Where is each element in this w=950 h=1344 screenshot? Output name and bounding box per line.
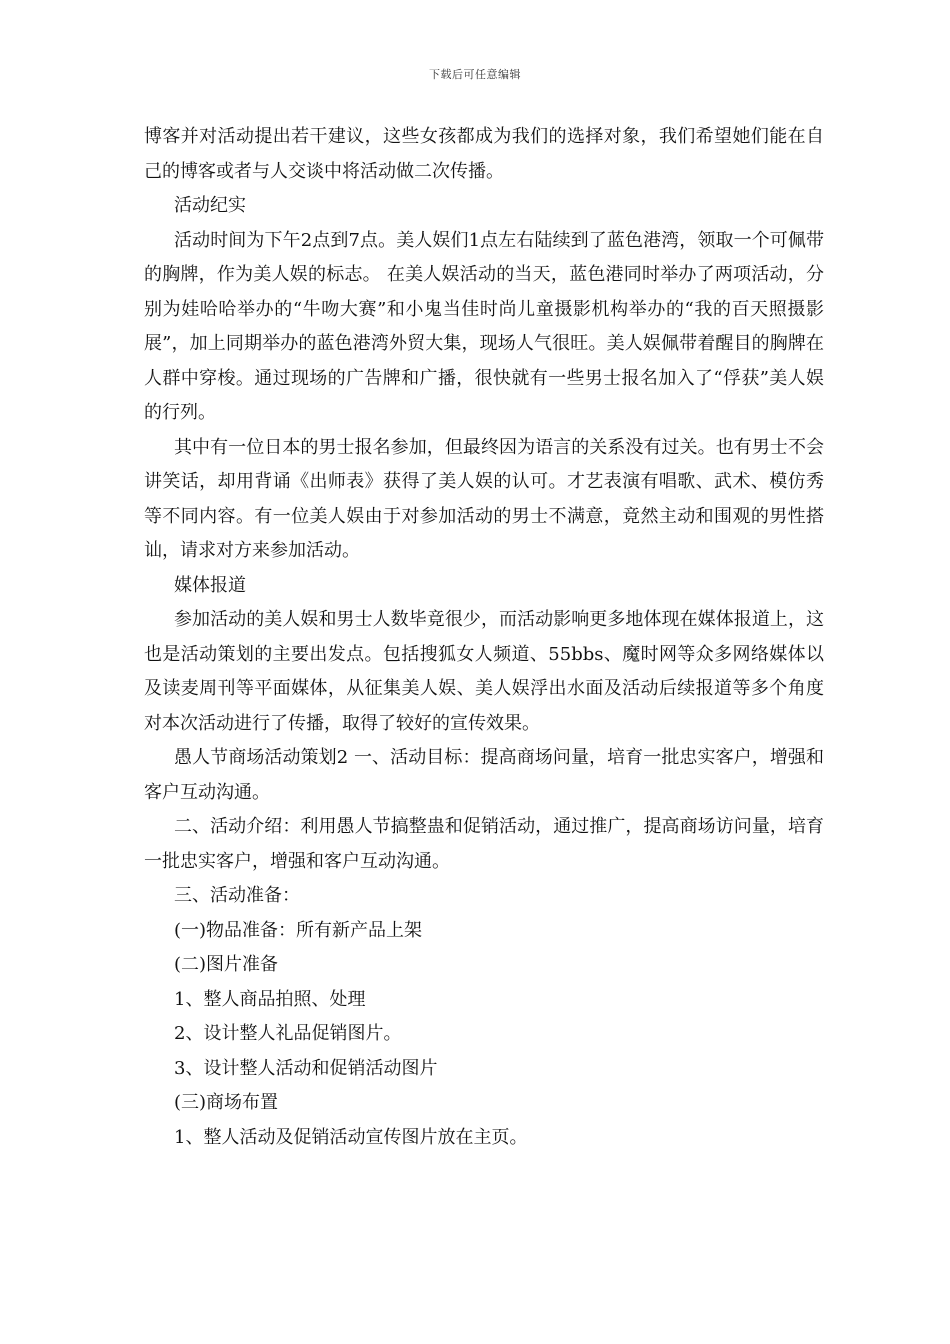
list-item: (一)物品准备：所有新产品上架 [174, 919, 423, 941]
section-heading-media-report: 媒体报道 [174, 574, 246, 596]
list-item: 1、整人活动及促销活动宣传图片放在主页。 [174, 1126, 528, 1148]
paragraph: 博客并对活动提出若干建议，这些女孩都成为我们的选择对象，我们希望她们能在自己的博客或者与人交谈中将活动做二次传播。 [144, 126, 824, 182]
document-body [144, 120, 824, 1155]
paragraph: 其中有一位日本的男士报名参加，但最终因为语言的关系没有过关。也有男士不会讲笑话，却用背诵《出师表》获得了美人娱的认可。才艺表演有唱歌、武术、模仿秀等不同内容。有一位美人娱由于对参加活动的男士不满意，竟然主动和围观的男性搭讪，请求对方来参加活动。 [144, 436, 824, 561]
list-item: 3、设计整人活动和促销活动图片 [174, 1057, 438, 1079]
section-heading-activity-record: 活动纪实 [174, 195, 246, 216]
paragraph: 活动时间为下午2点到7点。美人娱们1点左右陆续到了蓝色港湾，领取一个可佩带的胸牌，作为美人娱的标志。 在美人娱活动的当天，蓝色港同时举办了两项活动，分别为娃哈哈举办的“牛吻大赛”和小鬼当佳时尚儿童摄影机构举办的“我的百天照摄影展”，加上同期举办的蓝色港湾外贸大集，现场人气很旺。美人娱佩带着醒目的胸牌在人群中穿梭。通过现场的广告牌和广播，很快就有一些男士报名加入了“俘获”美人娱的行列。 [144, 229, 824, 423]
page-header: 下载后可任意编辑 [429, 68, 521, 81]
list-item: 1、整人商品拍照、处理 [174, 988, 366, 1010]
list-heading: (二)图片准备 [174, 954, 279, 975]
list-heading: (三)商场布置 [174, 1092, 279, 1113]
paragraph: 参加活动的美人娱和男士人数毕竟很少，而活动影响更多地体现在媒体报道上，这也是活动策划的主要出发点。包括搜狐女人频道、55bbs、魔时网等众多网络媒体以及读麦周刊等平面媒体，从征集美人娱、美人娱浮出水面及活动后续报道等多个角度对本次活动进行了传播，取得了较好的宣传效果。 [144, 609, 824, 734]
paragraph: 愚人节商场活动策划2 一、活动目标：提高商场问量，培育一批忠实客户，增强和客户互动沟通。 [144, 747, 824, 803]
list-item: 2、设计整人礼品促销图片。 [174, 1023, 402, 1044]
list-heading: 三、活动准备： [174, 885, 300, 906]
paragraph: 二、活动介绍：利用愚人节搞整蛊和促销活动，通过推广，提高商场访问量，培育一批忠实客户，增强和客户互动沟通。 [144, 816, 824, 872]
